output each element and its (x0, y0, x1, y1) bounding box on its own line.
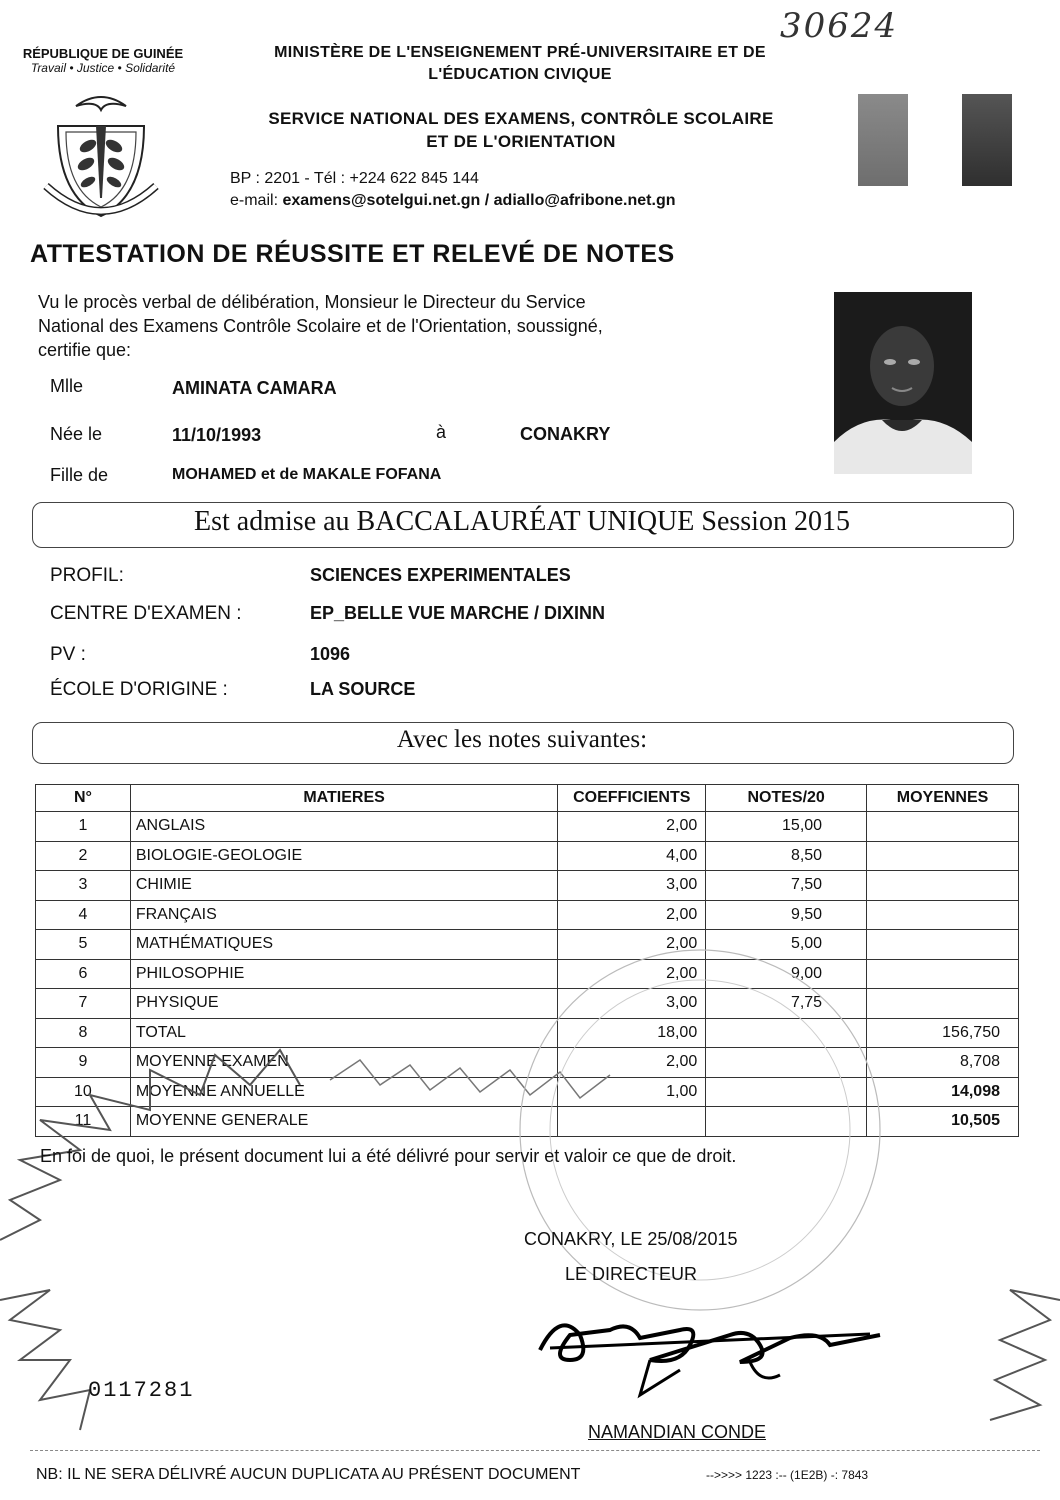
ministry-line-2: L'ÉDUCATION CIVIQUE (428, 66, 612, 83)
row-number: 1 (36, 812, 131, 842)
republic-name: RÉPUBLIQUE DE GUINÉE (22, 46, 184, 61)
born-label: Née le (50, 424, 103, 444)
row-subject: TOTAL (130, 1018, 557, 1048)
row-average: 8,708 (867, 1048, 1019, 1078)
signature-icon (530, 1290, 890, 1400)
row-average: 10,505 (867, 1107, 1019, 1137)
candidate-name: AMINATA CAMARA (172, 378, 337, 398)
ecole-label: ÉCOLE D'ORIGINE : (50, 679, 228, 700)
nb-note: NB: IL NE SERA DÉLIVRÉ AUCUN DUPLICATA AU PRÉSENT DOCUMENT (36, 1466, 581, 1483)
row-number: 10 (36, 1077, 131, 1107)
profil-value: SCIENCES EXPERIMENTALES (310, 565, 571, 585)
flag-stripe-left (858, 94, 908, 186)
service-line-2: ET DE L'ORIENTATION (426, 132, 616, 151)
ministry-line-1: MINISTÈRE DE L'ENSEIGNEMENT PRÉ-UNIVERSITAIRE ET DE (274, 44, 766, 61)
row-average (867, 841, 1019, 871)
pv-value: 1096 (310, 644, 351, 664)
row-average (867, 812, 1019, 842)
row-subject: CHIMIE (130, 871, 557, 901)
row-coefficient: 2,00 (558, 930, 706, 960)
row-coefficient: 3,00 (558, 871, 706, 901)
row-note (706, 1048, 867, 1078)
footer-divider (30, 1450, 1040, 1451)
row-average (867, 871, 1019, 901)
parents-label: Fille de (50, 465, 109, 485)
row-number: 11 (36, 1107, 131, 1137)
row-number: 7 (36, 989, 131, 1019)
row-number: 4 (36, 900, 131, 930)
row-number: 9 (36, 1048, 131, 1078)
row-subject: PHILOSOPHIE (130, 959, 557, 989)
closing-statement: En foi de quoi, le présent document lui a été délivré pour servir et valoir ce que de droit. (40, 1146, 737, 1166)
portrait-icon (834, 292, 972, 474)
row-coefficient: 2,00 (558, 1048, 706, 1078)
row-subject: MOYENNE ANNUELLE (130, 1077, 557, 1107)
col-header-note: NOTES/20 (706, 785, 867, 812)
row-coefficient: 1,00 (558, 1077, 706, 1107)
centre-value: EP_BELLE VUE MARCHE / DIXINN (310, 603, 606, 623)
grades-table (35, 784, 1019, 1137)
place-and-date: CONAKRY, LE 25/08/2015 (524, 1229, 738, 1249)
table-row (36, 871, 1019, 901)
table-row (36, 989, 1019, 1019)
intro-line-3: certifie que: (38, 340, 132, 360)
row-coefficient: 18,00 (558, 1018, 706, 1048)
coat-of-arms-icon (36, 86, 166, 226)
row-average: 14,098 (867, 1077, 1019, 1107)
row-number: 6 (36, 959, 131, 989)
row-note: 7,50 (706, 871, 867, 901)
table-row (36, 841, 1019, 871)
col-header-coefficient: COEFFICIENTS (558, 785, 706, 812)
footer-code: -->>>> 1223 :-- (1E2B) -: 7843 (706, 1468, 869, 1482)
email-value: examens@sotelgui.net.gn / adiallo@afribone.net.gn (282, 192, 676, 209)
table-row (36, 1018, 1019, 1048)
born-place: CONAKRY (520, 424, 611, 444)
intro-line-2: National des Examens Contrôle Scolaire et de l'Orientation, soussigné, (38, 316, 603, 336)
row-subject: PHYSIQUE (130, 989, 557, 1019)
row-subject: FRANÇAIS (130, 900, 557, 930)
serial-number: 0117281 (88, 1378, 195, 1403)
row-subject: MOYENNE GENERALE (130, 1107, 557, 1137)
row-note: 9,00 (706, 959, 867, 989)
row-coefficient: 3,00 (558, 989, 706, 1019)
row-note: 15,00 (706, 812, 867, 842)
flag-stripe-right (962, 94, 1012, 186)
row-coefficient: 2,00 (558, 812, 706, 842)
title-label: Mlle (50, 376, 84, 396)
row-average (867, 930, 1019, 960)
row-coefficient: 2,00 (558, 900, 706, 930)
centre-label: CENTRE D'EXAMEN : (50, 603, 242, 624)
row-subject: ANGLAIS (130, 812, 557, 842)
email-label: e-mail: (230, 192, 283, 209)
row-coefficient (558, 1107, 706, 1137)
candidate-photo (834, 292, 972, 474)
row-subject: MATHÉMATIQUES (130, 930, 557, 960)
row-coefficient: 4,00 (558, 841, 706, 871)
contact-phone: BP : 2201 - Tél : +224 622 845 144 (230, 170, 479, 187)
table-row (36, 930, 1019, 960)
born-at-label: à (436, 422, 447, 442)
ecole-value: LA SOURCE (310, 679, 416, 699)
service-line-1: SERVICE NATIONAL DES EXAMENS, CONTRÔLE SCOLAIRE (268, 109, 774, 128)
grades-header-row (36, 785, 1019, 812)
col-header-average: MOYENNES (867, 785, 1019, 812)
row-number: 8 (36, 1018, 131, 1048)
row-average (867, 989, 1019, 1019)
row-subject: MOYENNE EXAMEN (130, 1048, 557, 1078)
document-title: ATTESTATION DE RÉUSSITE ET RELEVÉ DE NOTES (30, 240, 675, 268)
row-coefficient: 2,00 (558, 959, 706, 989)
row-average: 156,750 (867, 1018, 1019, 1048)
parents-names: MOHAMED et de MAKALE FOFANA (172, 466, 442, 483)
col-header-subject: MATIERES (130, 785, 557, 812)
row-note: 9,50 (706, 900, 867, 930)
table-row (36, 1077, 1019, 1107)
contact-email (230, 192, 676, 210)
row-note: 7,75 (706, 989, 867, 1019)
profil-label: PROFIL: (50, 565, 124, 586)
row-number: 2 (36, 841, 131, 871)
intro-line-1: Vu le procès verbal de délibération, Monsieur le Directeur du Service (38, 292, 586, 312)
row-average (867, 959, 1019, 989)
republic-motto: Travail • Justice • Solidarité (30, 61, 176, 75)
table-row (36, 1107, 1019, 1137)
row-note: 5,00 (706, 930, 867, 960)
born-date: 11/10/1993 (172, 425, 262, 445)
admission-statement: Est admise au BACCALAURÉAT UNIQUE Session 2015 (194, 506, 850, 537)
col-header-number: N° (36, 785, 131, 812)
row-note: 8,50 (706, 841, 867, 871)
table-row (36, 900, 1019, 930)
row-note (706, 1107, 867, 1137)
row-number: 5 (36, 930, 131, 960)
handwritten-number: 30624 (780, 6, 899, 46)
row-note (706, 1018, 867, 1048)
row-subject: BIOLOGIE-GEOLOGIE (130, 841, 557, 871)
table-row (36, 812, 1019, 842)
notes-caption: Avec les notes suivantes: (396, 726, 648, 753)
row-number: 3 (36, 871, 131, 901)
pv-label: PV : (50, 644, 86, 665)
table-row (36, 959, 1019, 989)
director-name: NAMANDIAN CONDE (588, 1422, 767, 1442)
table-row (36, 1048, 1019, 1078)
row-average (867, 900, 1019, 930)
director-title: LE DIRECTEUR (565, 1264, 698, 1284)
row-note (706, 1077, 867, 1107)
